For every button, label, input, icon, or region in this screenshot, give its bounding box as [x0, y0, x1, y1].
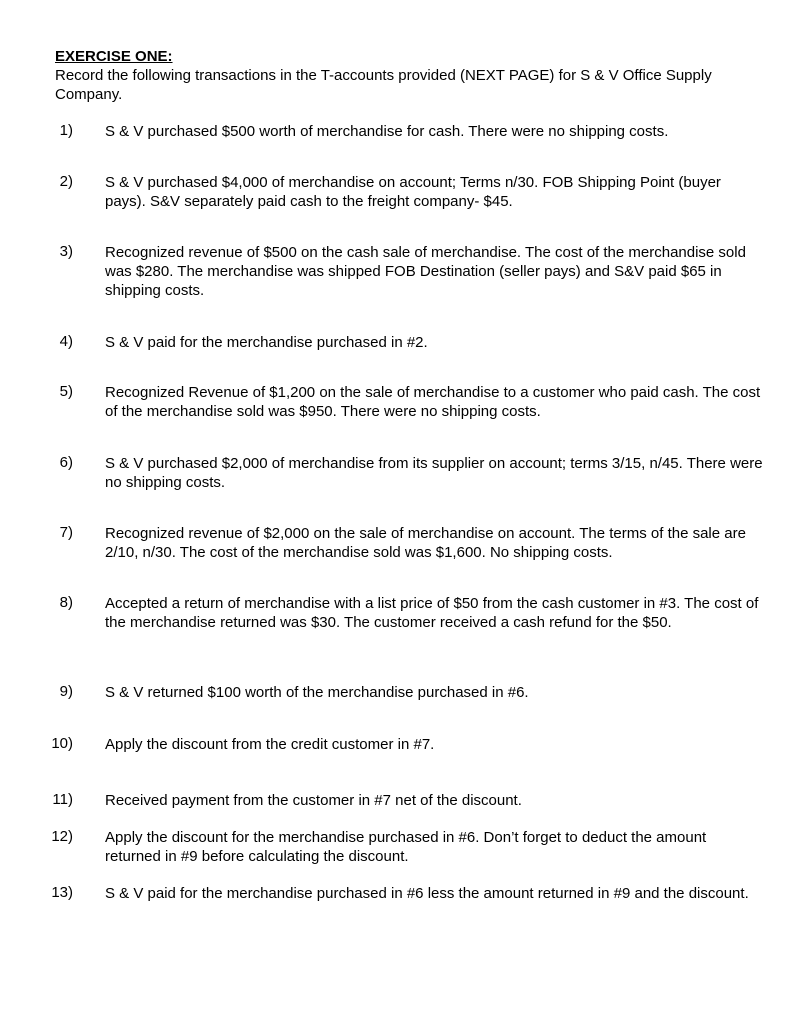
item-number: 7): [59, 524, 73, 541]
item-number: 10): [51, 735, 73, 752]
item-number: 11): [52, 791, 73, 808]
item-text: S & V purchased $2,000 of merchandise from its supplier on account; terms 3/15, n/45. There were no shipping costs.: [105, 455, 763, 491]
item-text: Recognized revenue of $500 on the cash sale of merchandise. The cost of the merchandise sold was $280. The merchandise was shipped FOB Destination (seller pays) and S&V paid $65 in shipping costs.: [105, 244, 746, 299]
item-number: 5): [59, 383, 73, 400]
exercise-heading: EXERCISE ONE:: [55, 48, 173, 65]
item-number: 3): [59, 243, 73, 260]
item-text: S & V purchased $4,000 of merchandise on account; Terms n/30. FOB Shipping Point (buyer pays). S&V separately paid cash to the freight company- $45.: [105, 174, 721, 210]
exercise-intro: Record the following transactions in the T-accounts provided (NEXT PAGE) for S & V Office Supply Company.: [55, 67, 712, 103]
item-number: 6): [59, 454, 73, 471]
item-number: 2): [59, 173, 73, 190]
item-text: S & V returned $100 worth of the merchandise purchased in #6.: [105, 684, 529, 701]
item-text: Received payment from the customer in #7 net of the discount.: [105, 792, 522, 809]
item-text: Apply the discount for the merchandise purchased in #6. Don’t forget to deduct the amount returned in #9 before calculating the discount.: [105, 829, 707, 865]
item-text: Recognized revenue of $2,000 on the sale of merchandise on account. The terms of the sale are 2/10, n/30. The cost of the merchandise sold was $1,600. No shipping costs.: [105, 525, 746, 561]
item-text: Apply the discount from the credit customer in #7.: [105, 736, 435, 753]
item-number: 12): [51, 828, 73, 845]
item-text: S & V paid for the merchandise purchased in #2.: [105, 334, 428, 351]
item-number: 4): [59, 333, 73, 350]
item-text: S & V paid for the merchandise purchased in #6 less the amount returned in #9 and the discount.: [105, 885, 749, 902]
item-text: S & V purchased $500 worth of merchandise for cash. There were no shipping costs.: [105, 123, 669, 140]
item-number: 13): [51, 884, 73, 901]
item-number: 8): [59, 594, 73, 611]
item-number: 1): [59, 122, 73, 139]
item-text: Recognized Revenue of $1,200 on the sale of merchandise to a customer who paid cash. The cost of the merchandise sold was $950. There were no shipping costs.: [105, 384, 761, 420]
item-text: Accepted a return of merchandise with a list price of $50 from the cash customer in #3. The cost of the merchandise returned was $30. The customer received a cash refund for the $50.: [105, 595, 759, 631]
item-number: 9): [59, 683, 73, 700]
